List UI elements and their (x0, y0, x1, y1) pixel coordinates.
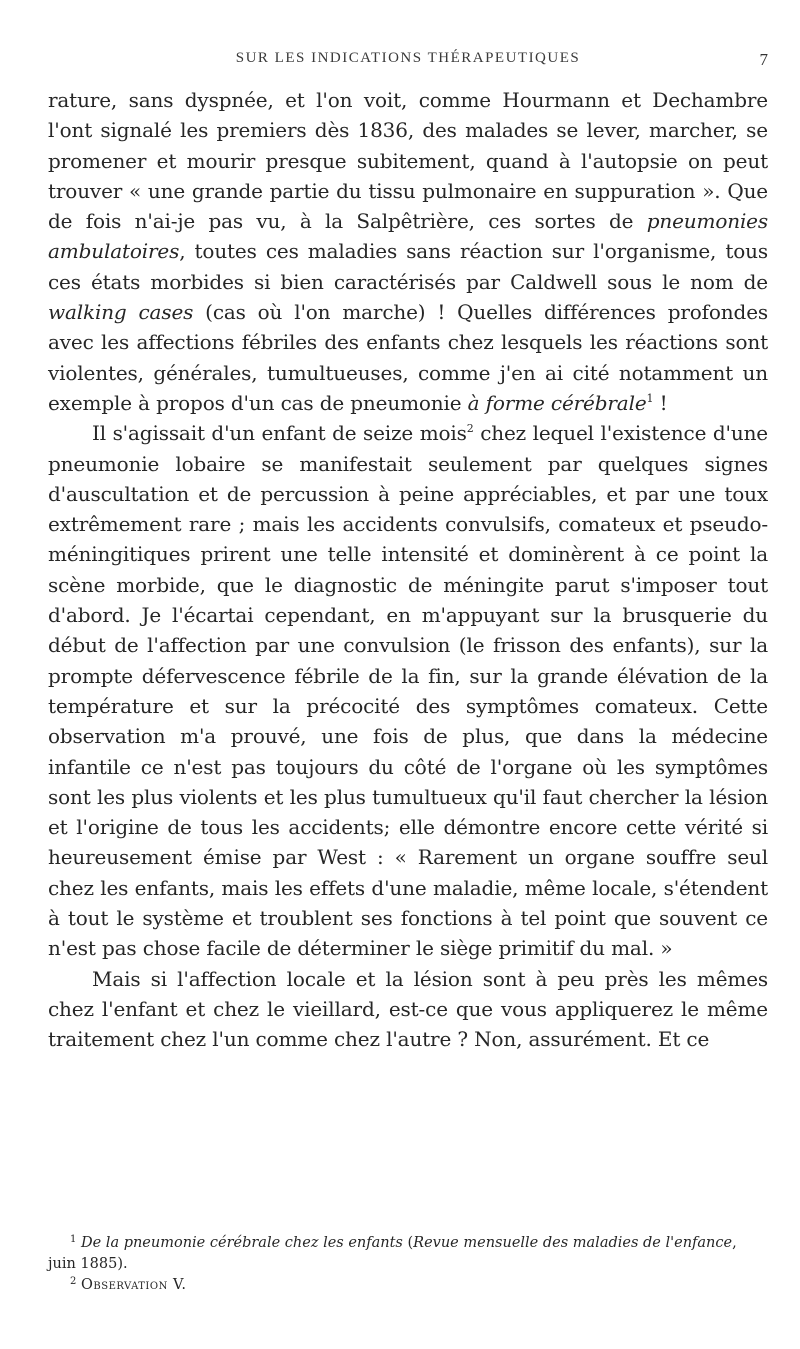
body-text (48, 85, 768, 1055)
text-run: , juin 1885). (48, 1235, 737, 1272)
footnote-1 (48, 1233, 768, 1275)
italic-run: De la pneumonie cérébrale chez les enfants (80, 1235, 403, 1251)
text-run: ! (653, 390, 668, 415)
footnote-ref-1: 1 (646, 391, 654, 405)
running-title: SUR LES INDICATIONS THÉRAPEUTIQUES (235, 50, 581, 66)
text-run: (cas où l'on marche) ! Quelles différences profondes avec les affections fébriles des enfants chez lesquels les réactions sont violentes, générales, tumultueuses, comme j'en ai cité notamment un exemple à propos d'un cas de pneumonie (48, 300, 768, 415)
text-run: , toutes ces maladies sans réaction sur l'organisme, tous ces états morbides si bien caractérisés par Caldwell sous le nom de (48, 239, 768, 294)
italic-run: pneumonies ambulatoires (48, 209, 768, 264)
footnote-2 (48, 1275, 768, 1296)
page-number: 7 (759, 50, 768, 69)
text-run: Observation V. (80, 1277, 187, 1293)
footnote-mark: 2 (70, 1276, 77, 1287)
footnote-mark: 1 (70, 1234, 77, 1245)
text-run: ( (402, 1235, 414, 1251)
text-run: Il s'agissait d'un enfant de seize mois (92, 421, 467, 446)
italic-run: walking cases (48, 300, 194, 325)
paragraph-1 (48, 85, 768, 418)
footnotes (48, 1233, 768, 1296)
text-run: rature, sans dyspnée, et l'on voit, comme Hourmann et Dechambre l'ont signalé les premiers dès 1836, des malades se lever, marcher, se promener et mourir presque subitement, quand à l'autopsie on peut trouver « une grande partie du tissu pulmonaire en suppuration ». Que de fois n'ai-je pas vu, à la Salpêtrière, ces sortes de (48, 88, 768, 234)
italic-run: Revue mensuelle des maladies de l'enfance (413, 1235, 733, 1251)
running-head (48, 50, 768, 76)
footnote-ref-2: 2 (466, 422, 474, 436)
book-page (48, 0, 768, 1349)
paragraph-2 (48, 418, 768, 963)
text-run: chez lequel l'existence d'une pneumonie lobaire se manifestait seulement par quelques signes d'auscultation et de percussion à peine appréciables, et par une toux extrêmement rare ; mais les accidents convulsifs, comateux et pseudo-méningitiques prirent une telle intensité et dominèrent à ce point la scène morbide, que le diagnostic de méningite parut s'imposer tout d'abord. Je l'écartai cependant, en m'appuyant sur la brusquerie du début de l'affection par une convulsion (le frisson des enfants), sur la prompte défervescence fébrile de la fin, sur la grande élévation de la température et sur la précocité des symptômes comateux. Cette observation m'a prouvé, une fois de plus, que dans la médecine infantile ce n'est pas toujours du côté de l'organe où les symptômes sont les plus violents et les plus tumultueux qu'il faut chercher la lésion et l'origine de tous les accidents; elle démontre encore cette vérité si heureusement émise par West : « Rarement un organe souffre seul chez les enfants, mais les effets d'une maladie, même locale, s'étendent à tout le système et troublent ses fonctions à tel point que souvent ce n'est pas chose facile de déterminer le siège primitif du mal. » (48, 421, 768, 961)
italic-run: à forme cérébrale (467, 390, 647, 415)
paragraph-3 (48, 964, 768, 1055)
text-run: Mais si l'affection locale et la lésion sont à peu près les mêmes chez l'enfant et chez le vieillard, est-ce que vous appliquerez le même traitement chez l'un comme chez l'autre ? Non, assurément. Et ce (48, 966, 768, 1052)
